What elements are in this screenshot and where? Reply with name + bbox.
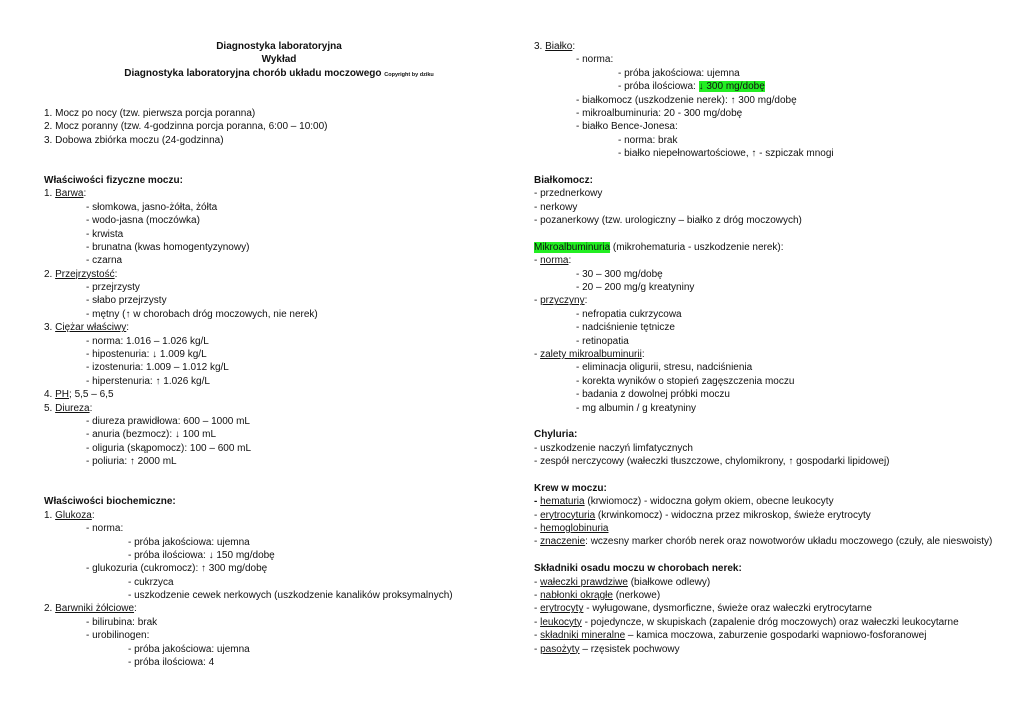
list-item: - bilirubina: brak xyxy=(86,616,158,628)
list-item: - słomkowa, jasno-żółta, żółta xyxy=(86,201,218,213)
list-item: - retinopatia xyxy=(576,335,629,347)
list-item: - czarna xyxy=(86,255,123,267)
diuresis-heading: 5. Diureza: xyxy=(44,402,93,414)
bile-heading: 2. Barwniki żółciowe: xyxy=(44,603,137,615)
micro-heading: Mikroalbuminuria (mikrohematuria - uszkodzenie nerek): xyxy=(534,241,784,253)
list-item: - anuria (bezmocz): ↓ 100 mL xyxy=(86,429,217,441)
right-column xyxy=(534,40,1004,656)
list-item: - glukozuria (cukromocz): ↑ 300 mg/dobę xyxy=(86,563,268,575)
list-item: - brunatna (kwas homogentyzynowy) xyxy=(86,241,250,253)
blood-title: Krew w moczu: xyxy=(534,482,607,494)
color-heading: 1. Barwa: xyxy=(44,188,87,200)
ph-heading: 4. PH; 5,5 – 6,5 xyxy=(44,389,114,401)
doc-subtitle: Wykład xyxy=(261,54,297,66)
list-item: - hipostenuria: ↓ 1.009 kg/L xyxy=(86,349,207,361)
list-item: - przednerkowy xyxy=(534,188,603,200)
list-item: - badania z dowolnej próbki moczu xyxy=(576,389,730,401)
list-item: - oliguria (skąpomocz): 100 – 600 mL xyxy=(86,442,252,454)
list-item: - korekta wyników o stopień zagęszczenia moczu xyxy=(576,375,795,387)
protein-heading: 3. Białko: xyxy=(534,41,576,52)
list-item: - izostenuria: 1.009 – 1.012 kg/L xyxy=(86,362,229,374)
list-item: - pozanerkowy (tzw. urologiczny – białko z dróg moczowych) xyxy=(534,215,802,227)
list-item: - erytrocyturia (krwinkomocz) - widoczna przez mikroskop, świeże erytrocyty xyxy=(534,509,871,521)
sample-item: 1. Mocz po nocy (tzw. pierwsza porcja poranna) xyxy=(44,107,256,119)
list-item: - nerkowy xyxy=(534,201,578,213)
sediment-title: Składniki osadu moczu w chorobach nerek: xyxy=(534,563,742,575)
list-item: - eliminacja oligurii, stresu, nadciśnienia xyxy=(576,362,753,374)
list-item: - hematuria (krwiomocz) - widoczna gołym okiem, obecne leukocyty xyxy=(534,496,834,508)
list-item: - składniki mineralne – kamica moczowa, zaburzenie gospodarki wapniowo-fosforanowej xyxy=(534,630,927,642)
list-item: - wodo-jasna (moczówka) xyxy=(86,215,200,227)
list-item: - próba ilościowa: ↓ 300 mg/dobę xyxy=(618,81,765,93)
list-item: - próba jakościowa: ujemna xyxy=(128,536,250,548)
sample-item: 2. Mocz poranny (tzw. 4-godzinna porcja poranna, 6:00 – 10:00) xyxy=(44,121,328,133)
list-item: - cukrzyca xyxy=(128,576,174,588)
list-item: - uszkodzenie naczyń limfatycznych xyxy=(534,442,693,454)
list-item: - białko Bence-Jonesa: xyxy=(576,121,678,133)
list-item: - mikroalbuminuria: 20 - 300 mg/dobę xyxy=(576,107,743,119)
left-column xyxy=(44,40,514,669)
doc-heading: Diagnostyka laboratoryjna chorób układu moczowego Copyright by dziku xyxy=(124,67,434,79)
list-item: - hiperstenuria: ↑ 1.026 kg/L xyxy=(86,375,210,387)
list-item: - 20 – 200 mg/g kreatyniny xyxy=(576,282,695,294)
highlighted-value: ↓ 300 mg/dobę xyxy=(698,81,765,93)
micro-adv-heading: - zalety mikroalbuminurii: xyxy=(534,348,645,360)
list-item: - nabłonki okrągłe (nerkowe) xyxy=(534,590,661,602)
list-item: - erytrocyty - wyługowane, dysmorficzne, świeże oraz wałeczki erytrocytarne xyxy=(534,603,872,615)
list-item: - 30 – 300 mg/dobę xyxy=(576,268,663,280)
list-item: - białkomocz (uszkodzenie nerek): ↑ 300 mg/dobę xyxy=(576,94,797,106)
list-item: - diureza prawidłowa: 600 – 1000 mL xyxy=(86,415,250,427)
micro-norm-heading: - norma: xyxy=(534,255,572,267)
list-item: - krwista xyxy=(86,228,124,240)
list-item: - próba ilościowa: ↓ 150 mg/dobę xyxy=(128,549,275,561)
list-item: - białko niepełnowartościowe, ↑ - szpiczak mnogi xyxy=(618,148,834,160)
list-item: - próba jakościowa: ujemna xyxy=(128,643,250,655)
list-item: - norma: 1.016 – 1.026 kg/L xyxy=(86,335,209,347)
list-item: - hemoglobinuria xyxy=(534,523,609,535)
list-item: - próba ilościowa: 4 xyxy=(128,657,215,669)
doc-title: Diagnostyka laboratoryjna xyxy=(216,41,342,52)
gravity-heading: 3. Ciężar właściwy: xyxy=(44,322,130,334)
list-item: - norma: xyxy=(86,523,124,535)
biochem-title: Właściwości biochemiczne: xyxy=(44,496,176,508)
list-item: - próba jakościowa: ujemna xyxy=(618,67,740,79)
list-item: - urobilinogen: xyxy=(86,630,150,642)
list-item: - znaczenie: wczesny marker chorób nerek oraz nowotworów układu moczowego (czuły, ale nieswoisty) xyxy=(534,536,993,548)
list-item: - nadciśnienie tętnicze xyxy=(576,322,675,334)
micro-causes-heading: - przyczyny: xyxy=(534,295,588,307)
list-item: - zespół nerczycowy (wałeczki tłuszczowe, chylomikrony, ↑ gospodarki lipidowej) xyxy=(534,456,890,468)
sample-item: 3. Dobowa zbiórka moczu (24-godzinna) xyxy=(44,134,224,146)
list-item: - przejrzysty xyxy=(86,282,140,294)
list-item: - mg albumin / g kreatyniny xyxy=(576,402,697,414)
glucose-heading: 1. Glukoza: xyxy=(44,509,95,521)
list-item: - leukocyty - pojedyncze, w skupiskach (zapalenie dróg moczowych) oraz wałeczki leukocytarne xyxy=(534,616,959,628)
list-item: - norma: brak xyxy=(618,134,678,146)
list-item: - poliuria: ↑ 2000 mL xyxy=(86,456,177,468)
copyright-note: Copyright by dziku xyxy=(384,71,434,78)
list-item: - norma: xyxy=(576,54,614,66)
clarity-heading: 2. Przejrzystość: xyxy=(44,268,118,280)
proteinuria-title: Białkomocz: xyxy=(534,174,593,186)
chyluria-title: Chyluria: xyxy=(534,429,578,441)
list-item: - uszkodzenie cewek nerkowych (uszkodzenie kanalików proksymalnych) xyxy=(128,590,453,602)
list-item: - wałeczki prawdziwe (białkowe odlewy) xyxy=(534,576,711,588)
list-item: - pasożyty – rzęsistek pochwowy xyxy=(534,643,680,655)
physical-title: Właściwości fizyczne moczu: xyxy=(44,174,183,186)
list-item: - mętny (↑ w chorobach dróg moczowych, nie nerek) xyxy=(86,308,318,320)
list-item: - słabo przejrzysty xyxy=(86,295,167,307)
list-item: - nefropatia cukrzycowa xyxy=(576,308,682,320)
